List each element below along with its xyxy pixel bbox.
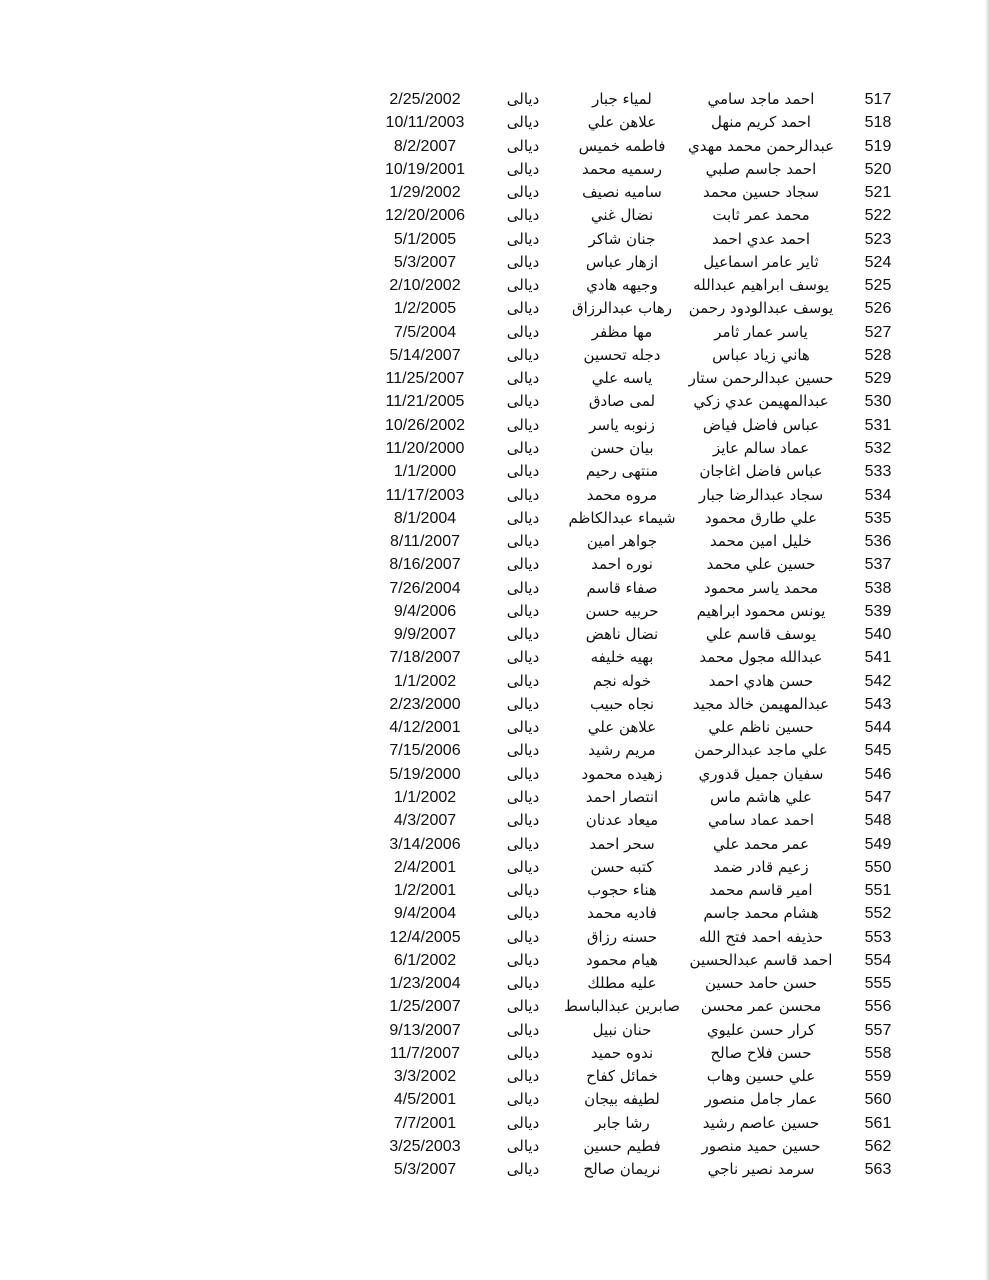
student-name: عباس فاضل فياض xyxy=(702,415,820,434)
birth-date: 3/14/2006 xyxy=(389,835,461,853)
table-row xyxy=(0,158,989,181)
row-number: 529 xyxy=(864,370,892,388)
birth-date: 1/1/2000 xyxy=(393,463,457,481)
row-number: 520 xyxy=(864,160,892,178)
student-name: عمر محمد علي xyxy=(712,834,810,853)
mother-name: هيام محمود xyxy=(586,950,658,969)
province: ديالى xyxy=(506,136,540,155)
table-row xyxy=(0,297,989,320)
table-row xyxy=(0,809,989,832)
row-number: 551 xyxy=(864,882,892,900)
table-row xyxy=(0,1019,989,1042)
province: ديالى xyxy=(506,415,540,434)
province: ديالى xyxy=(506,950,540,969)
row-number: 552 xyxy=(864,905,892,923)
row-number: 548 xyxy=(864,812,892,830)
mother-name: نريمان صالح xyxy=(583,1160,661,1179)
mother-name: نضال ناهض xyxy=(585,625,659,644)
birth-date: 1/2/2001 xyxy=(393,882,457,900)
student-name: حسن هادي احمد xyxy=(708,671,814,690)
row-number: 540 xyxy=(864,626,892,644)
student-name: عبدالمهيمن خالد مجيد xyxy=(692,694,830,713)
province: ديالى xyxy=(506,229,540,248)
mother-name: رهاب عبدالرزاق xyxy=(571,299,673,318)
row-number: 545 xyxy=(864,742,892,760)
student-name: حسين عبدالرحمن ستار xyxy=(688,369,834,388)
table-row xyxy=(0,484,989,507)
mother-name: نضال غني xyxy=(590,206,654,225)
birth-date: 10/26/2002 xyxy=(384,416,466,434)
province: ديالى xyxy=(506,1136,540,1155)
row-number: 523 xyxy=(864,230,892,248)
table-row xyxy=(0,577,989,600)
row-number: 538 xyxy=(864,579,892,597)
table-row xyxy=(0,251,989,274)
birth-date: 7/18/2007 xyxy=(389,649,461,667)
birth-date: 12/4/2005 xyxy=(389,928,461,946)
student-name: سفيان جميل قدوري xyxy=(698,764,824,783)
student-name: احمد ماجد سامي xyxy=(707,90,815,108)
province: ديالى xyxy=(506,834,540,853)
province: ديالى xyxy=(506,601,540,620)
row-number: 562 xyxy=(864,1137,892,1155)
birth-date: 1/29/2002 xyxy=(389,184,461,202)
table-row xyxy=(0,530,989,553)
province: ديالى xyxy=(506,532,540,551)
mother-name: بيان حسن xyxy=(590,438,654,457)
row-number: 555 xyxy=(864,975,892,993)
table-row xyxy=(0,763,989,786)
row-number: 519 xyxy=(864,137,892,155)
row-number: 546 xyxy=(864,765,892,783)
mother-name: خمائل كفاح xyxy=(586,1067,658,1086)
row-number: 554 xyxy=(864,951,892,969)
mother-name: شيماء عبدالكاظم xyxy=(568,508,676,527)
mother-name: خوله نجم xyxy=(592,671,652,690)
row-number: 532 xyxy=(864,439,892,457)
birth-date: 4/3/2007 xyxy=(393,812,457,830)
province: ديالى xyxy=(506,183,540,202)
student-name: يوسف ابراهيم عبدالله xyxy=(693,276,829,295)
student-name: يونس محمود ابراهيم xyxy=(696,601,826,620)
province: ديالى xyxy=(506,578,540,597)
province: ديالى xyxy=(506,1160,540,1179)
row-number: 539 xyxy=(864,602,892,620)
table-row xyxy=(0,321,989,344)
province: ديالى xyxy=(506,718,540,737)
mother-name: علاهن علي xyxy=(587,113,657,132)
birth-date: 8/1/2004 xyxy=(393,509,457,527)
birth-date: 8/16/2007 xyxy=(389,556,461,574)
province: ديالى xyxy=(506,1020,540,1039)
student-name: امير قاسم محمد xyxy=(709,881,813,900)
birth-date: 9/13/2007 xyxy=(389,1021,461,1039)
student-name: حسن حامد حسين xyxy=(705,974,817,993)
student-name: خليل امين محمد xyxy=(709,532,813,551)
student-name: سجاد حسين محمد xyxy=(703,183,819,202)
student-name: يوسف عبدالودود رحمن xyxy=(688,299,834,318)
province: ديالى xyxy=(506,1067,540,1086)
birth-date: 9/9/2007 xyxy=(393,626,457,644)
table-row xyxy=(0,228,989,251)
birth-date: 5/3/2007 xyxy=(393,1161,457,1179)
mother-name: عليه مطلك xyxy=(587,974,657,993)
student-name: حسين حميد منصور xyxy=(701,1136,821,1155)
birth-date: 4/5/2001 xyxy=(393,1091,457,1109)
mother-name: صابرين عبدالباسط xyxy=(563,997,681,1016)
table-row xyxy=(0,926,989,949)
birth-date: 10/11/2003 xyxy=(385,114,465,132)
table-row xyxy=(0,553,989,576)
mother-name: جواهر امين xyxy=(586,532,658,551)
student-name: عباس فاضل اغاجان xyxy=(699,462,823,481)
table-row xyxy=(0,367,989,390)
birth-date: 1/2/2005 xyxy=(393,300,457,318)
student-name: احمد عماد سامي xyxy=(707,811,815,830)
student-name: علي ماجد عبدالرحمن xyxy=(694,741,828,760)
province: ديالى xyxy=(506,625,540,644)
mother-name: دجله تحسين xyxy=(583,345,661,364)
student-name: احمد كريم منهل xyxy=(711,113,811,132)
birth-date: 7/5/2004 xyxy=(393,323,457,341)
row-number: 522 xyxy=(864,207,892,225)
table-row xyxy=(0,1112,989,1135)
birth-date: 1/23/2004 xyxy=(389,975,461,993)
mother-name: لمى صادق xyxy=(588,392,656,411)
table-row xyxy=(0,786,989,809)
province: ديالى xyxy=(506,462,540,481)
mother-name: لطيفه بيجان xyxy=(584,1090,660,1109)
student-name: عماد سالم عايز xyxy=(712,438,810,457)
row-number: 544 xyxy=(864,719,892,737)
birth-date: 3/25/2003 xyxy=(389,1137,461,1155)
row-number: 560 xyxy=(864,1091,892,1109)
student-name: ثاير عامر اسماعيل xyxy=(703,252,819,271)
mother-name: وجيهه هادي xyxy=(586,276,658,295)
row-number: 549 xyxy=(864,835,892,853)
birth-date: 4/12/2001 xyxy=(389,719,461,737)
table-row xyxy=(0,902,989,925)
mother-name: هناء حجوب xyxy=(587,881,657,900)
student-name: هشام محمد جاسم xyxy=(703,904,819,923)
student-name: هاني زياد عباس xyxy=(712,345,810,364)
row-number: 543 xyxy=(864,695,892,713)
mother-name: حنان نبيل xyxy=(592,1020,652,1039)
birth-date: 11/17/2003 xyxy=(385,486,465,504)
mother-name: بهيه خليفه xyxy=(590,648,654,667)
table-row xyxy=(0,181,989,204)
province: ديالى xyxy=(506,438,540,457)
birth-date: 8/2/2007 xyxy=(393,137,457,155)
row-number: 521 xyxy=(864,184,892,202)
row-number: 533 xyxy=(864,463,892,481)
student-name: حسين ناظم علي xyxy=(708,718,814,737)
table-row xyxy=(0,390,989,413)
province: ديالى xyxy=(506,206,540,225)
mother-name: نجاه حبيب xyxy=(589,694,655,713)
table-row xyxy=(0,204,989,227)
province: ديالى xyxy=(506,741,540,760)
row-number: 525 xyxy=(864,277,892,295)
mother-name: حسنه رزاق xyxy=(586,927,658,946)
row-number: 534 xyxy=(864,486,892,504)
birth-date: 1/1/2002 xyxy=(393,788,457,806)
birth-date: 9/4/2006 xyxy=(393,602,457,620)
row-number: 541 xyxy=(864,649,892,667)
row-number: 559 xyxy=(864,1068,892,1086)
mother-name: علاهن علي xyxy=(587,718,657,737)
student-name: كرار حسن عليوي xyxy=(706,1020,816,1039)
birth-date: 7/15/2006 xyxy=(389,742,461,760)
student-name: علي طارق محمود xyxy=(704,508,818,527)
mother-name: فاديه محمد xyxy=(587,904,657,923)
birth-date: 7/26/2004 xyxy=(389,579,461,597)
mother-name: مريم رشيد xyxy=(588,741,656,760)
mother-name: زنوبه ياسر xyxy=(589,415,655,434)
table-row xyxy=(0,460,989,483)
table-row xyxy=(0,1065,989,1088)
province: ديالى xyxy=(506,811,540,830)
province: ديالى xyxy=(506,555,540,574)
birth-date: 2/23/2000 xyxy=(389,695,461,713)
table-row xyxy=(0,949,989,972)
table-row xyxy=(0,135,989,158)
province: ديالى xyxy=(506,974,540,993)
birth-date: 11/21/2005 xyxy=(385,393,465,411)
birth-date: 1/1/2002 xyxy=(393,672,457,690)
birth-date: 8/11/2007 xyxy=(390,533,460,551)
mother-name: انتصار احمد xyxy=(585,787,659,806)
table-row xyxy=(0,972,989,995)
table-row xyxy=(0,739,989,762)
province: ديالى xyxy=(506,369,540,388)
mother-name: ياسه علي xyxy=(591,369,653,388)
table-row xyxy=(0,88,989,111)
row-number: 524 xyxy=(864,253,892,271)
table-row xyxy=(0,693,989,716)
table-row xyxy=(0,995,989,1018)
birth-date: 5/19/2000 xyxy=(389,765,461,783)
province: ديالى xyxy=(506,485,540,504)
table-row xyxy=(0,111,989,134)
mother-name: فاطمه خميس xyxy=(578,136,666,155)
row-number: 518 xyxy=(864,114,892,132)
table-row xyxy=(0,879,989,902)
birth-date: 1/25/2007 xyxy=(389,998,461,1016)
student-name: زعيم قادر ضمد xyxy=(713,857,809,876)
birth-date: 11/7/2007 xyxy=(390,1044,460,1062)
mother-name: زهيده محمود xyxy=(581,764,663,783)
row-number: 517 xyxy=(864,91,892,108)
mother-name: رسميه محمد xyxy=(581,159,663,178)
province: ديالى xyxy=(506,927,540,946)
row-number: 553 xyxy=(864,928,892,946)
province: ديالى xyxy=(506,997,540,1016)
student-name: احمد قاسم عبدالحسين xyxy=(689,950,833,969)
student-name: عبدالله مجول محمد xyxy=(699,648,823,667)
birth-date: 11/25/2007 xyxy=(385,370,465,388)
table-row xyxy=(0,856,989,879)
province: ديالى xyxy=(506,857,540,876)
student-name: عمار جامل منصور xyxy=(704,1090,818,1109)
student-name: ياسر عمار ثامر xyxy=(714,322,808,341)
mother-name: ازهار عباس xyxy=(585,252,659,271)
birth-date: 10/19/2001 xyxy=(384,160,466,178)
table-row xyxy=(0,1088,989,1111)
province: ديالى xyxy=(506,276,540,295)
mother-name: مها مظفر xyxy=(591,322,653,341)
student-name: عبدالمهيمن عدي زكي xyxy=(693,392,829,411)
student-name: حسن فلاح صالح xyxy=(710,1043,812,1062)
table-row xyxy=(0,507,989,530)
table-row xyxy=(0,670,989,693)
mother-name: ندوه حميد xyxy=(590,1043,654,1062)
birth-date: 3/3/2002 xyxy=(393,1068,457,1086)
student-name: محسن عمر محسن xyxy=(700,997,822,1016)
province: ديالى xyxy=(506,671,540,690)
student-name: سجاد عبدالرضا جبار xyxy=(698,485,824,504)
table-row xyxy=(0,600,989,623)
row-number: 556 xyxy=(864,998,892,1016)
row-number: 537 xyxy=(864,556,892,574)
row-number: 561 xyxy=(864,1114,892,1132)
mother-name: سحر احمد xyxy=(589,834,655,853)
mother-name: رشا جابر xyxy=(594,1113,650,1132)
row-number: 535 xyxy=(864,509,892,527)
records-table xyxy=(0,88,989,1181)
table-row xyxy=(0,833,989,856)
student-name: يوسف قاسم علي xyxy=(705,625,817,644)
mother-name: منتهى رحيم xyxy=(585,462,659,481)
table-row xyxy=(0,1158,989,1181)
student-name: محمد عمر ثابت xyxy=(712,206,810,225)
birth-date: 2/4/2001 xyxy=(393,858,457,876)
birth-date: 5/3/2007 xyxy=(393,253,457,271)
row-number: 530 xyxy=(864,393,892,411)
birth-date: 5/14/2007 xyxy=(389,346,461,364)
table-row xyxy=(0,623,989,646)
student-name: سرمد نصير ناجي xyxy=(707,1160,815,1179)
table-row xyxy=(0,344,989,367)
birth-date: 12/20/2006 xyxy=(384,207,466,225)
row-number: 558 xyxy=(864,1044,892,1062)
province: ديالى xyxy=(506,1090,540,1109)
student-name: حذيفه احمد فتح الله xyxy=(698,927,824,946)
student-name: محمد ياسر محمود xyxy=(703,578,819,597)
mother-name: كتبه حسن xyxy=(590,857,654,876)
province: ديالى xyxy=(506,508,540,527)
student-name: عبدالرحمن محمد مهدي xyxy=(687,136,835,155)
birth-date: 5/1/2005 xyxy=(393,230,457,248)
student-name: احمد جاسم صلبي xyxy=(705,159,817,178)
table-row xyxy=(0,1042,989,1065)
row-number: 563 xyxy=(864,1161,892,1179)
province: ديالى xyxy=(506,252,540,271)
row-number: 557 xyxy=(864,1021,892,1039)
table-row xyxy=(0,646,989,669)
mother-name: مروه محمد xyxy=(586,485,658,504)
table-row xyxy=(0,1135,989,1158)
province: ديالى xyxy=(506,764,540,783)
province: ديالى xyxy=(506,159,540,178)
province: ديالى xyxy=(506,113,540,132)
province: ديالى xyxy=(506,648,540,667)
province: ديالى xyxy=(506,90,540,108)
table-row xyxy=(0,414,989,437)
row-number: 550 xyxy=(864,858,892,876)
mother-name: ميعاد عدنان xyxy=(585,811,659,830)
province: ديالى xyxy=(506,787,540,806)
province: ديالى xyxy=(506,299,540,318)
student-name: علي حسين وهاب xyxy=(706,1067,816,1086)
mother-name: ساميه نصيف xyxy=(582,183,662,202)
student-name: علي هاشم ماس xyxy=(710,787,812,806)
mother-name: لمياء جبار xyxy=(592,90,652,108)
province: ديالى xyxy=(506,904,540,923)
row-number: 536 xyxy=(864,533,892,551)
row-number: 528 xyxy=(864,346,892,364)
birth-date: 6/1/2002 xyxy=(393,951,457,969)
birth-date: 2/10/2002 xyxy=(389,277,461,295)
student-name: احمد عدي احمد xyxy=(711,229,811,248)
student-name: حسين علي محمد xyxy=(706,555,816,574)
province: ديالى xyxy=(506,392,540,411)
province: ديالى xyxy=(506,322,540,341)
row-number: 547 xyxy=(864,788,892,806)
table-row xyxy=(0,437,989,460)
mother-name: فطيم حسين xyxy=(583,1136,661,1155)
student-name: حسين عاصم رشيد xyxy=(702,1113,820,1132)
province: ديالى xyxy=(506,345,540,364)
mother-name: صفاء قاسم xyxy=(586,578,658,597)
row-number: 527 xyxy=(864,323,892,341)
birth-date: 7/7/2001 xyxy=(393,1114,457,1132)
mother-name: نوره احمد xyxy=(591,555,653,574)
mother-name: حربيه حسن xyxy=(585,601,659,620)
birth-date: 9/4/2004 xyxy=(393,905,457,923)
row-number: 526 xyxy=(864,300,892,318)
province: ديالى xyxy=(506,881,540,900)
table-row xyxy=(0,716,989,739)
birth-date: 11/20/2000 xyxy=(385,439,465,457)
mother-name: جنان شاكر xyxy=(588,229,656,248)
row-number: 531 xyxy=(864,416,892,434)
province: ديالى xyxy=(506,694,540,713)
birth-date: 2/25/2002 xyxy=(389,91,461,108)
province: ديالى xyxy=(506,1113,540,1132)
table-row xyxy=(0,274,989,297)
province: ديالى xyxy=(506,1043,540,1062)
row-number: 542 xyxy=(864,672,892,690)
